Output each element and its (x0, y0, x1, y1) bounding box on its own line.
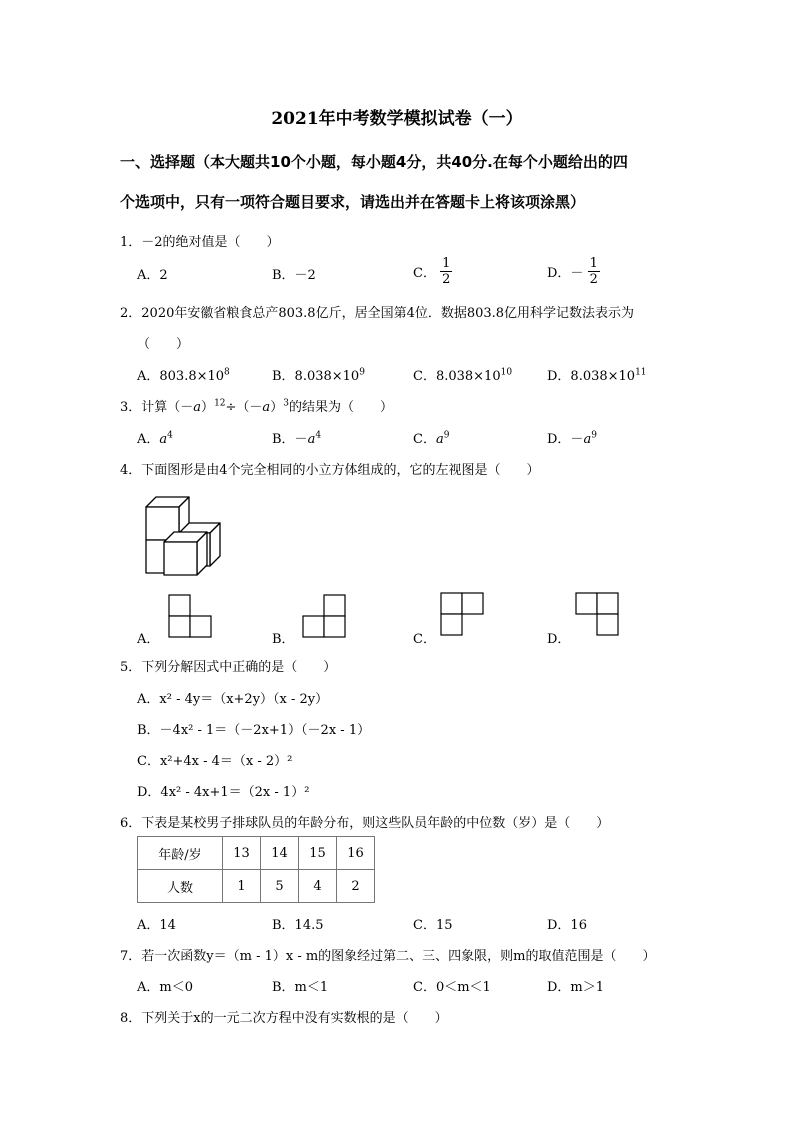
q1-option-a: A．2 (137, 268, 168, 283)
table-cell: 5 (261, 870, 299, 903)
fraction-denominator: 2 (442, 272, 451, 287)
q1-option-c-label: C． (413, 266, 436, 281)
option-label: C． (413, 432, 436, 447)
q2-option-a-exponent: 8 (224, 367, 230, 378)
q2-option-b-base: B．8.038×10 (272, 369, 360, 384)
q7-option-b: B．m＜1 (272, 980, 329, 995)
option-label: B．－ (272, 432, 308, 447)
option-label: A． (137, 432, 160, 447)
table-cell: 13 (223, 837, 261, 870)
fraction-denominator: 2 (589, 272, 598, 287)
q2-option-b-exponent: 9 (359, 367, 365, 378)
q4-option-a: A． (137, 632, 160, 647)
q2-option-b (272, 365, 365, 384)
question-6: 6．下表是某校男子排球队员的年龄分布，则这些队员年龄的中位数（岁）是（ ） (120, 816, 610, 831)
q1-option-c-fraction (440, 256, 452, 287)
section-header-line2: 个选项中，只有一项符合题目要求，请选出并在答题卡上将该项涂黑） (120, 193, 586, 211)
age-distribution-table (137, 836, 375, 903)
q3-variable: a (193, 400, 202, 415)
question-8: 8．下列关于x的一元二次方程中没有实数根的是（ ） (120, 1011, 448, 1026)
q6-option-b: B．14.5 (272, 918, 324, 933)
q3-option-d (547, 428, 597, 447)
q3-text-part: 3．计算（－ (120, 400, 194, 415)
q5-option-a: A．x² - 4y＝（x+2y）（x - 2y） (137, 692, 329, 707)
q6-option-a: A．14 (137, 918, 176, 933)
q2-option-a-base: A．803.8×10 (137, 369, 225, 384)
option-variable: a (435, 432, 444, 447)
option-variable: a (583, 432, 592, 447)
q4-option-c-shape (440, 592, 484, 636)
cube-front-face (164, 542, 197, 575)
option-exponent: 4 (167, 430, 173, 441)
table-cell: 年龄/岁 (138, 837, 223, 870)
q4-option-b-shape (302, 594, 346, 638)
q3-exponent: 12 (214, 398, 226, 409)
q1-option-c (413, 256, 452, 287)
q2-option-a (137, 365, 230, 384)
cube-figure (130, 486, 230, 578)
q2-option-c-base: C．8.038×10 (413, 369, 501, 384)
question-2-line1: 2．2020年安徽省粮食总产803.8亿斤，居全国第4位．数据803.8亿用科学记数法表示为 (120, 306, 635, 321)
q4-option-d-shape (575, 592, 619, 636)
table-cell: 2 (337, 870, 375, 903)
q1-option-d-label: D．－ (547, 266, 584, 281)
table-cell: 16 (337, 837, 375, 870)
option-variable: a (307, 432, 316, 447)
section-header-line1: 一、选择题（本大题共10个小题，每小题4分，共40分.在每个小题给出的四 (120, 153, 628, 171)
page-title: 2021年中考数学模拟试卷（一） (271, 109, 523, 129)
fraction-numerator: 1 (589, 256, 598, 271)
q4-option-b: B． (272, 632, 295, 647)
q4-option-a-shape (168, 594, 212, 638)
q7-option-c: C．0＜m＜1 (413, 980, 491, 995)
question-3 (120, 396, 393, 415)
q5-option-d: D．4x² - 4x+1＝（2x - 1）² (137, 785, 310, 800)
q5-option-c: C．x²+4x - 4＝（x - 2）² (137, 754, 293, 769)
table-cell: 15 (299, 837, 337, 870)
q3-text-part: ） (270, 400, 284, 415)
question-5: 5．下列分解因式中正确的是（ ） (120, 660, 337, 675)
q6-option-d: D．16 (547, 918, 587, 933)
option-exponent: 9 (591, 430, 597, 441)
question-4: 4．下面图形是由4个完全相同的小立方体组成的，它的左视图是（ ） (120, 463, 540, 478)
q7-option-d: D．m＞1 (547, 980, 605, 995)
option-exponent: 9 (443, 430, 450, 441)
fraction-numerator: 1 (442, 256, 451, 271)
q2-option-c-exponent: 10 (500, 367, 513, 378)
q7-option-a: A．m＜0 (137, 980, 193, 995)
q5-option-b: B．－4x² - 1＝（－2x+1）（－2x - 1） (137, 723, 371, 738)
q1-option-d (547, 256, 600, 287)
question-7: 7．若一次函数y＝（m - 1）x - m的图象经过第二、三、四象限，则m的取值范围是（ ） (120, 949, 656, 964)
q3-text-part: ） (201, 400, 215, 415)
q3-exponent: 3 (283, 398, 289, 409)
q3-variable: a (262, 400, 271, 415)
q3-text-part: ÷（－ (225, 400, 263, 415)
table-cell: 14 (261, 837, 299, 870)
table-row (138, 870, 375, 903)
option-exponent: 4 (315, 430, 322, 441)
q4-option-d: D． (547, 632, 571, 647)
table-row (138, 837, 375, 870)
q3-option-a (137, 428, 173, 447)
q1-option-d-fraction (588, 256, 600, 287)
q4-option-c: C． (413, 632, 436, 647)
q3-option-c (413, 428, 449, 447)
table-cell: 4 (299, 870, 337, 903)
q2-option-d (547, 365, 647, 384)
q3-option-b (272, 428, 321, 447)
q6-option-c: C．15 (413, 918, 453, 933)
option-variable: a (159, 432, 168, 447)
q1-option-b: B．－2 (272, 268, 316, 283)
q2-option-d-base: D．8.038×10 (547, 369, 636, 384)
q2-option-d-exponent: 11 (635, 367, 647, 378)
question-1: 1．－2的绝对值是（ ） (120, 235, 280, 250)
table-cell: 1 (223, 870, 261, 903)
q2-option-c (413, 365, 512, 384)
question-2-line2: （ ） (137, 337, 190, 352)
option-label: D．－ (547, 432, 584, 447)
table-cell: 人数 (138, 870, 223, 903)
q3-text-part: 的结果为（ ） (288, 400, 393, 415)
